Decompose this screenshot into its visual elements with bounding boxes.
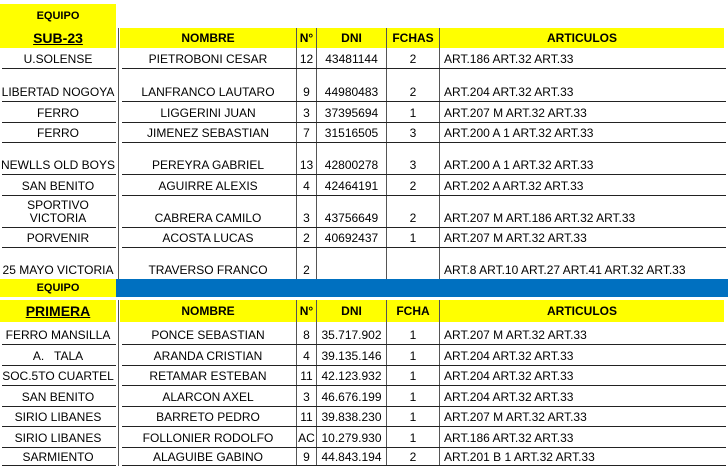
table-row-articles: ART.207 M ART.32 ART.33 — [444, 231, 587, 245]
row-underline — [122, 365, 726, 366]
row-underline — [2, 68, 116, 69]
table-row-number: 3 — [303, 106, 310, 120]
grid-line — [316, 28, 317, 279]
table-row-dni: 42464191 — [324, 179, 379, 193]
table-row-team: NEWLLS OLD BOYS — [0, 158, 116, 172]
row-underline — [122, 247, 726, 248]
table-row-dates: 1 — [409, 231, 417, 245]
table-row-dni: 39.135.146 — [321, 349, 382, 363]
table-row-number: 9 — [303, 85, 310, 99]
table-row-number: 12 — [299, 52, 314, 66]
table-row-dates: 1 — [409, 431, 417, 445]
sub23-header-articulos: ARTICULOS — [440, 28, 724, 48]
table-row-name: ALARCON AXEL — [162, 390, 254, 404]
table-row-dni: 31516505 — [324, 126, 379, 140]
table-row-articles: ART.8 ART.10 ART.27 ART.41 ART.32 ART.33 — [444, 263, 686, 277]
row-underline — [2, 122, 116, 123]
row-underline — [122, 101, 726, 102]
row-underline — [2, 174, 116, 175]
table-row-dates: 1 — [409, 106, 417, 120]
table-row-dni: 43481144 — [325, 52, 378, 66]
row-underline — [122, 406, 726, 407]
table-row-team: PORVENIR — [26, 231, 90, 245]
grid-line — [296, 28, 297, 279]
table-row-articles: ART.207 M ART.32 ART.33 — [444, 328, 587, 342]
table-row-dni: 35.717.902 — [321, 328, 382, 342]
table-row-number: 11 — [300, 369, 313, 383]
primera-header-nombre: NOMBRE — [120, 300, 296, 322]
row-underline — [122, 174, 726, 175]
table-row-name: PEREYRA GABRIEL — [151, 158, 265, 172]
row-underline — [2, 247, 116, 248]
grid-line — [316, 300, 317, 466]
table-row-team: FERRO MANSILLA — [5, 328, 111, 342]
table-row-dni — [317, 247, 386, 279]
table-row-number: 3 — [303, 390, 310, 404]
table-row-articles: ART.200 A 1 ART.32 ART.33 — [444, 126, 594, 140]
table-row-name: RETAMAR ESTEBAN — [149, 369, 267, 383]
table-row-articles: ART.202 A ART.32 ART.33 — [444, 179, 584, 193]
table-row-team: SAN BENITO — [21, 179, 95, 193]
table-row-name: PIETROBONI CESAR — [148, 52, 268, 66]
table-row-dates: 3 — [409, 126, 417, 140]
sub23-header-fechas: FCHAS — [387, 28, 439, 48]
row-underline — [2, 142, 116, 143]
table-row-number: 3 — [303, 211, 310, 225]
table-row-name: LANFRANCO LAUTARO — [141, 85, 275, 99]
sub23-header-nombre: NOMBRE — [120, 28, 296, 48]
grid-line — [118, 28, 119, 279]
table-row-dates: 2 — [409, 450, 417, 464]
table-row-articles: ART.186 ART.32 ART.33 — [444, 52, 574, 66]
row-underline — [122, 122, 726, 123]
grid-line — [386, 300, 387, 466]
table-row-dni: 44.843.194 — [321, 450, 382, 464]
table-row-name: ALAGUIBE GABINO — [152, 450, 264, 464]
table-row-articles: ART.201 B 1 ART.32 ART.33 — [444, 450, 595, 464]
table-row-name: JIMENEZ SEBASTIAN — [146, 126, 270, 140]
table-row-articles: ART.204 ART.32 ART.33 — [444, 369, 574, 383]
primera-header-num: N° — [297, 300, 316, 322]
row-underline — [2, 195, 116, 196]
table-row-dni: 37395694 — [324, 106, 379, 120]
table-row-dates: 1 — [409, 369, 417, 383]
primera-header-fechas: FCHA — [387, 300, 439, 322]
table-row-name: ACOSTA LUCAS — [162, 231, 254, 245]
sub23-section-title: SUB-23 — [0, 28, 116, 48]
table-row-team: LIBERTAD NOGOYA — [1, 85, 115, 99]
table-row-articles: ART.204 ART.32 ART.33 — [444, 390, 574, 404]
table-row-dni: 10.279.930 — [321, 431, 382, 445]
table-row-number: 4 — [303, 179, 310, 193]
table-row-name: LIGGERINI JUAN — [160, 106, 256, 120]
row-underline — [2, 365, 116, 366]
table-row-name: TRAVERSO FRANCO — [148, 263, 268, 277]
row-underline — [2, 385, 116, 386]
row-underline — [122, 142, 726, 143]
table-row-dates: 3 — [409, 158, 417, 172]
table-row-articles: ART.186 ART.32 ART.33 — [444, 431, 574, 445]
grid-line — [386, 28, 387, 279]
table-row-articles: ART.207 M ART.186 ART.32 ART.33 — [444, 211, 636, 225]
row-underline — [122, 344, 726, 345]
row-underline — [2, 426, 116, 427]
table-row-name: FOLLONIER RODOLFO — [142, 431, 274, 445]
row-underline — [122, 68, 726, 69]
table-row-name: BARRETO PEDRO — [156, 410, 260, 424]
table-row-dates: 2 — [409, 52, 417, 66]
row-underline — [122, 447, 726, 448]
table-row-articles: ART.200 A 1 ART.32 ART.33 — [444, 158, 594, 172]
row-underline — [122, 195, 726, 196]
grid-line — [439, 300, 440, 466]
table-row-team: SOC.5TO CUARTEL — [2, 369, 114, 383]
grid-line — [118, 300, 119, 466]
table-row-name: CABRERA CAMILO — [154, 211, 262, 225]
table-row-number: 2 — [303, 231, 310, 245]
table-row-team: A. TALA — [32, 349, 84, 363]
primera-equipo-label: EQUIPO — [0, 279, 116, 297]
table-row-number: 11 — [300, 410, 313, 424]
table-row-dates: 1 — [409, 328, 417, 342]
row-underline — [2, 406, 116, 407]
table-row-dni: 44980483 — [324, 85, 379, 99]
row-underline — [2, 344, 116, 345]
row-underline — [2, 447, 116, 448]
primera-header-dni: DNI — [317, 300, 386, 322]
table-row-name: PONCE SEBASTIAN — [151, 328, 265, 342]
table-row-dni: 43756649 — [324, 211, 379, 225]
sub23-header-num: N° — [297, 28, 316, 48]
table-row-team: FERRO — [37, 106, 79, 120]
table-row-number: 9 — [303, 450, 310, 464]
primera-header-articulos: ARTICULOS — [440, 300, 724, 322]
table-row-number: 4 — [303, 349, 310, 363]
table-row-dates: 2 — [409, 85, 417, 99]
table-row-dates: 1 — [409, 349, 417, 363]
sub23-equipo-label: EQUIPO — [0, 4, 116, 28]
table-row-team: SIRIO LIBANES — [14, 431, 102, 445]
table-row-name: ARANDA CRISTIAN — [153, 349, 263, 363]
table-row-team: SPORTIVO VICTORIA — [27, 198, 89, 225]
table-row-dates: 2 — [409, 211, 417, 225]
table-row-articles: ART.204 ART.32 ART.33 — [444, 85, 574, 99]
row-underline — [2, 227, 116, 228]
row-underline — [2, 101, 116, 102]
table-row-name: AGUIRRE ALEXIS — [158, 179, 258, 193]
table-row-number: 7 — [303, 126, 310, 140]
row-underline — [122, 385, 726, 386]
grid-line — [296, 300, 297, 466]
row-underline — [122, 227, 726, 228]
table-row-team: SIRIO LIBANES — [14, 410, 102, 424]
table-row-articles: ART.207 M ART.32 ART.33 — [444, 410, 587, 424]
grid-line — [439, 28, 440, 279]
table-row-dni: 42.123.932 — [321, 369, 382, 383]
table-row-dni: 40692437 — [324, 231, 379, 245]
row-underline — [122, 426, 726, 427]
sub23-header-dni: DNI — [317, 28, 386, 48]
table-row-dni: 42800278 — [324, 158, 379, 172]
table-row-dates: 1 — [409, 410, 417, 424]
table-row-team: 25 MAYO VICTORIA — [2, 263, 114, 277]
table-row-number: AC — [298, 431, 315, 445]
table-row-number: 2 — [303, 263, 310, 277]
table-row-number: 8 — [303, 328, 310, 342]
table-row-dates: 1 — [409, 390, 417, 404]
primera-section-title: PRIMERA — [0, 300, 116, 322]
table-row-dni: 46.676.199 — [321, 390, 382, 404]
table-row-dni: 39.838.230 — [321, 410, 382, 424]
table-row-number: 13 — [299, 158, 314, 172]
table-row-articles: ART.204 ART.32 ART.33 — [444, 349, 574, 363]
table-row-dates — [387, 247, 439, 279]
table-row-articles: ART.207 M ART.32 ART.33 — [444, 106, 587, 120]
table-row-dates: 2 — [409, 179, 417, 193]
table-row-team: SAN BENITO — [21, 390, 95, 404]
table-row-team: FERRO — [37, 126, 79, 140]
table-row-team: SARMIENTO — [22, 450, 94, 464]
table-row-team: U.SOLENSE — [23, 52, 93, 66]
